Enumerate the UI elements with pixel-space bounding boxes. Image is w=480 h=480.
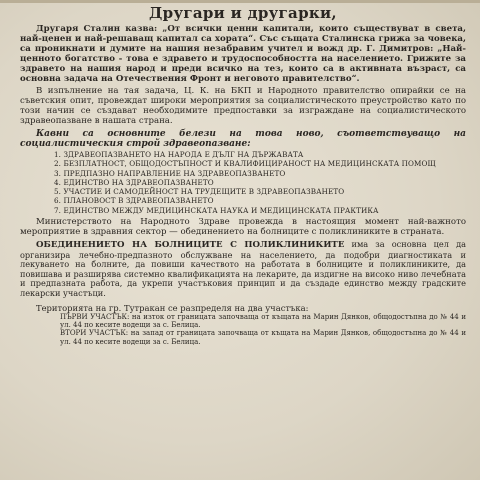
ministry-paragraph: Министерството на Народното Здраве провежда в настоящия момент най-важното мероприятие в здравния сектор — обединението на болниците с поликлиниките в страната. — [20, 217, 466, 238]
territory-paragraph: Територията на гр. Тутракан се разпределя на два участъка: — [36, 302, 309, 313]
list-item: 4. ЕДИНСТВО НА ЗДРАВЕОПАЗВАНЕТО — [54, 177, 214, 187]
district-first: ПЪРВИ УЧАСТЪК: на изток от границата започваща от къщата на Марин Дянков, общодостъпна до № 44 и ул. 44 по кесите водещи за с. Белица. — [60, 312, 466, 330]
task-paragraph: В изпълнение на тая задача, Ц. К. на БКП и Народното правителство опирайки се на съветския опит, провеждат широки мероприятия за социалистическото преустройство като по този начин се създават необходимите предпоставки за изграждане на социалистическото здравеопазване в нашата страна. — [20, 86, 466, 126]
page-heading: Другари и другарки, — [149, 4, 337, 22]
merger-text: има за основна цел да организира лечебно-предпазното обслужване на населението, да подобри диагностиката и лекуването на болните, да повиши качеството на работата в болниците и поликлиниките, да повишава и разширява системно квалификацията на лекарите, да издигне на високо ниво лечебната и предпазната работа, да укрепи участъковия принцип и да създаде единство между градските лекарски участъци. — [20, 239, 466, 299]
principles-list — [54, 150, 466, 215]
list-item: 1. ЗДРАВЕОПАЗВАНЕТО НА НАРОДА Е ДЪЛГ НА ДЪРЖАВАТА — [54, 150, 304, 159]
principles-question: Кавни са основните белези на това ново, съответствуващо на социалистическия строй здравеопазване: — [20, 129, 466, 149]
merger-paragraph — [20, 240, 466, 299]
list-item: 5. УЧАСТИЕ И САМОДЕЙНОСТ НА ТРУДЕЩИТЕ В ЗДРАВЕОПАЗВАНЕТО — [54, 187, 345, 197]
intro-paragraph: Другаря Сталин казва: „От всички ценни капитали, които съществуват в света, най-ценен и най-решаващ капитал са хората“. Със същата Сталинска грижа за човека, са проникнати и думите на нашия незабравим учител и вожд др. Г. Димитров: „Най-ценното богатство - това е здравето и трудоспособността на населението. Грижите за здравето на нашия народ и преди всичко на тез, които са в активната възраст, са основна задача на Отечествения Фронт и неговото правителство“. — [20, 24, 466, 84]
list-item: 3. ПРЕДПАЗНО НАПРАВЛЕНИЕ НА ЗДРАВЕОПАЗВАНЕТО — [54, 168, 286, 178]
paper-edge — [0, 0, 480, 3]
list-item: 6. ПЛАНОВОСТ В ЗДРАВЕОПАЗВАНЕТО — [54, 196, 214, 206]
merger-lead: ОБЕДИНЕНИЕТО НА БОЛНИЦИТЕ С ПОЛИКЛИНИКИТЕ — [36, 240, 345, 251]
district-second: ВТОРИ УЧАСТЪК: на запад от границата започваща от къщата на Марин Дянков, общодостъпна до № 44 и ул. 44 по кесите водещи за с. Белица. — [60, 329, 466, 346]
list-item: 2. БЕЗПЛАТНОСТ, ОБЩОДОСТЪПНОСТ И КВАЛИФИЦИРАНОСТ НА МЕДИЦИНСКАТА ПОМОЩ — [54, 159, 436, 169]
list-item: 7. ЕДИНСТВО МЕЖДУ МЕДИЦИНСКАТА НАУКА И МЕДИЦИНСКАТА ПРАКТИКА — [54, 205, 379, 215]
